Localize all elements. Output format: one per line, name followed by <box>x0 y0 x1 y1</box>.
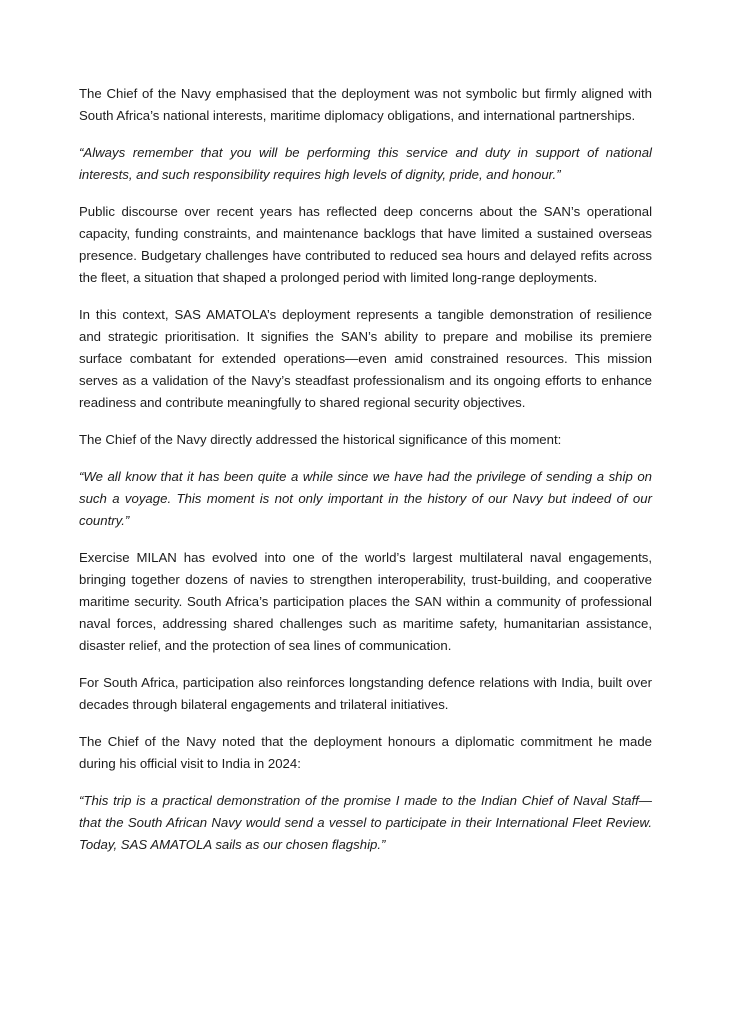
body-paragraph-exercise-milan: Exercise MILAN has evolved into one of the world’s largest multilateral naval engagements, bringing together dozens of navies to strengthen interoperability, trust-building, and cooperative maritime security. South Africa’s participation places the SAN within a community of professional naval forces, addressing shared challenges such as maritime safety, humanitarian assistance, disaster relief, and the protection of sea lines of communication. <box>79 550 652 653</box>
body-paragraph-context-amatola: In this context, SAS AMATOLA’s deployment represents a tangible demonstration of resilience and strategic prioritisation. It signifies the SAN’s ability to prepare and mobilise its premiere surface combatant for extended operations—even amid constrained resources. This mission serves as a validation of the Navy’s steadfast professionalism and its ongoing efforts to enhance readiness and contribute meaningfully to shared regional security objectives. <box>79 307 652 410</box>
body-paragraph-historical-significance: The Chief of the Navy directly addressed the historical significance of this moment: <box>79 432 562 447</box>
body-paragraph-chief-emphasis: The Chief of the Navy emphasised that the deployment was not symbolic but firmly aligned with South Africa’s national interests, maritime diplomacy obligations, and international partnerships. <box>79 86 652 123</box>
document-page <box>79 83 652 871</box>
quote-voyage-privilege: “We all know that it has been quite a while since we have had the privilege of sending a ship on such a voyage. This moment is not only important in the history of our Navy but indeed of our country.” <box>79 469 652 528</box>
body-paragraph-public-discourse: Public discourse over recent years has reflected deep concerns about the SAN’s operational capacity, funding constraints, and maintenance backlogs that have limited a sustained overseas presence. Budgetary challenges have contributed to reduced sea hours and delayed refits across the fleet, a situation that shaped a prolonged period with limited long-range deployments. <box>79 204 652 285</box>
body-paragraph-india-relations: For South Africa, participation also reinforces longstanding defence relations with India, built over decades through bilateral engagements and trilateral initiatives. <box>79 675 652 712</box>
quote-dignity-pride-honour: “Always remember that you will be performing this service and duty in support of national interests, and such responsibility requires high levels of dignity, pride, and honour.” <box>79 145 652 182</box>
quote-fleet-review-promise: “This trip is a practical demonstration of the promise I made to the Indian Chief of Naval Staff—that the South African Navy would send a vessel to participate in their International Fleet Review. Today, SAS AMATOLA sails as our chosen flagship.” <box>79 793 652 852</box>
body-paragraph-diplomatic-commitment: The Chief of the Navy noted that the deployment honours a diplomatic commitment he made during his official visit to India in 2024: <box>79 734 652 771</box>
